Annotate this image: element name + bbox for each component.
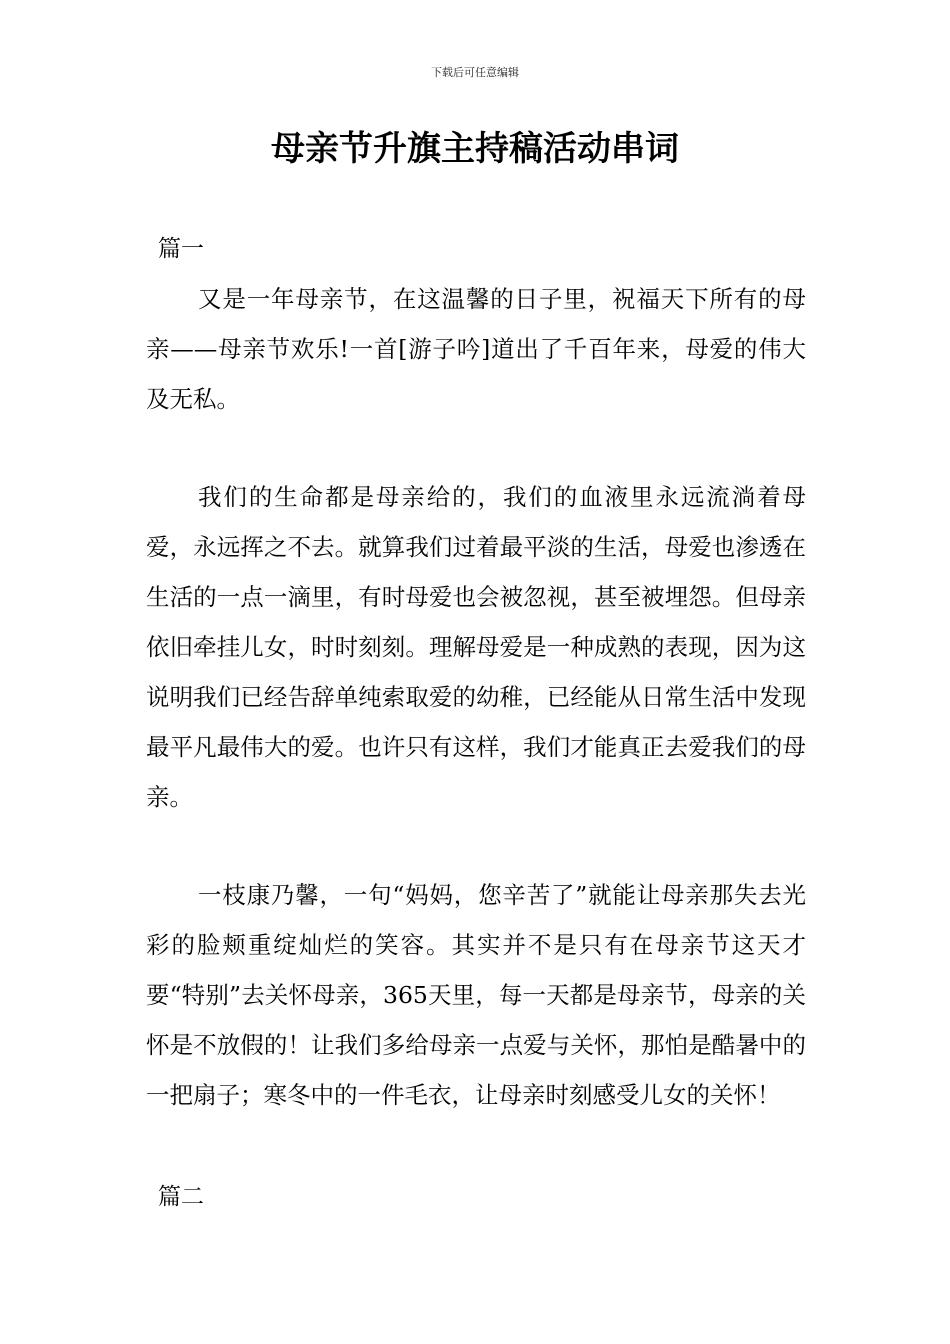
header-note: 下载后可任意编辑: [431, 66, 519, 79]
page-title: 母亲节升旗主持稿活动串词: [271, 129, 679, 169]
section-label: 篇一: [158, 236, 204, 262]
paragraph: 又是一年母亲节，在这温馨的日子里，祝福天下所有的母亲——母亲节欢乐!一首[游子吟]道出了千百年来，母爱的伟大及无私。: [146, 285, 806, 413]
paragraph: 我们的生命都是母亲给的，我们的血液里永远流淌着母爱，永远挥之不去。就算我们过着最平淡的生活，母爱也渗透在生活的一点一滴里，有时母爱也会被忽视，甚至被埋怨。但母亲依旧牵挂儿女，时时刻刻。理解母爱是一种成熟的表现，因为这说明我们已经告辞单纯索取爱的幼稚，已经能从日常生活中发现最平凡最伟大的爱。也许只有这样，我们才能真正去爱我们的母亲。: [146, 483, 806, 811]
paragraph: 一枝康乃馨，一句“妈妈，您辛苦了”就能让母亲那失去光彩的脸颊重绽灿烂的笑容。其实并不是只有在母亲节这天才要“特别”去关怀母亲，365天里，每一天都是母亲节，母亲的关怀是不放假的！让我们多给母亲一点爱与关怀，那怕是酷暑中的一把扇子；寒冬中的一件毛衣，让母亲时刻感受儿女的关怀！: [146, 881, 806, 1109]
section-label: 篇二: [158, 1184, 204, 1210]
